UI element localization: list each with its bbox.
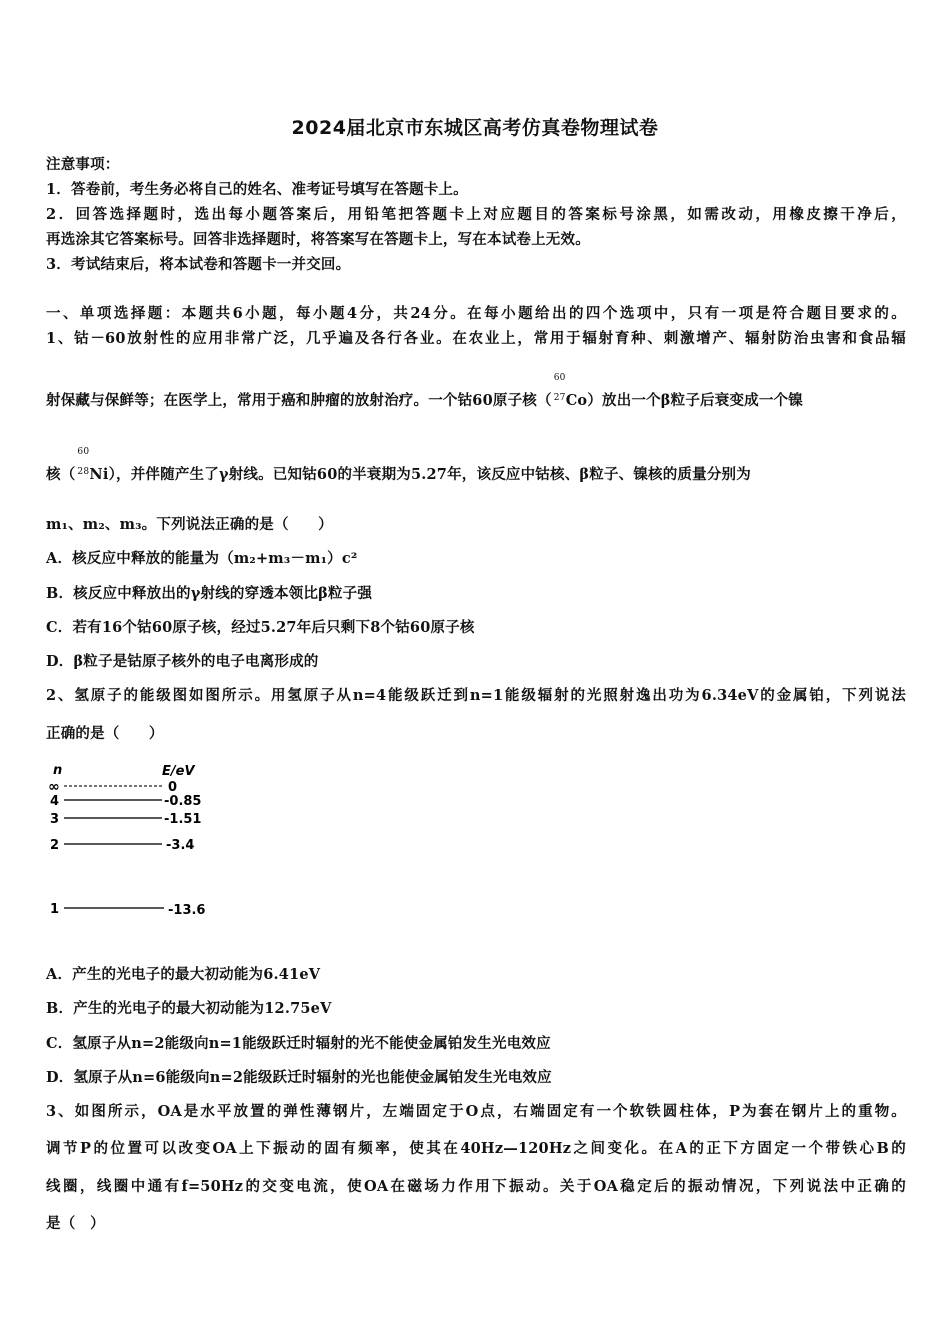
q1-line-3-pre: 核（ (46, 466, 76, 483)
diagram-n-label: n (53, 763, 63, 778)
section-heading: 一、单项选择题：本题共6小题，每小题4分，共24分。在每小题给出的四个选项中，只有一项是符合题目要求的。 (46, 305, 906, 322)
co-mass-number: 60 (553, 373, 566, 383)
level-n-inf: ∞ (48, 779, 60, 795)
notice-item-3: 3．考试结束后，将本试卷和答题卡一并交回。 (46, 256, 351, 273)
q3-line-2: 调节P的位置可以改变OA上下振动的固有频率，使其在40Hz—120Hz之间变化。在A的正下方固定一个带铁心B的 (46, 1140, 906, 1157)
q1-line-3-post: ），并伴随产生了γ射线。已知钴60的半衰期为5.27年，该反应中钴核、β粒子、镍核的质量分别为 (108, 466, 751, 483)
level-n-4: 4 (50, 794, 60, 809)
q1-line-2 (46, 373, 803, 410)
ni-mass-number: 60 (77, 447, 90, 457)
level-e-4: -0.85 (164, 794, 202, 809)
q2-line-1: 2、氢原子的能级图如图所示。用氢原子从n=4能级跃迁到n=1能级辐射的光照射逸出功为6.34eV的金属铂，下列说法 (46, 687, 906, 704)
q1-line-2-post: ）放出一个β粒子后衰变成一个镍 (587, 392, 803, 409)
q2-option-c: C．氢原子从n=2能级向n=1能级跃迁时辐射的光不能使金属铂发生光电效应 (46, 1035, 551, 1052)
notice-item-1: 1．答卷前，考生务必将自己的姓名、准考证号填写在答题卡上。 (46, 181, 468, 198)
q1-option-c: C．若有16个钴60原子核，经过5.27年后只剩下8个钴60原子核 (46, 619, 475, 636)
notice-item-2a: 2．回答选择题时，选出每小题答案后，用铅笔把答题卡上对应题目的答案标号涂黑，如需改动，用橡皮擦干净后， (46, 206, 906, 223)
q1-option-d: D．β粒子是钴原子核外的电子电离形成的 (46, 653, 319, 670)
level-n-3: 3 (50, 812, 60, 827)
co-symbol: Co (565, 392, 588, 409)
q3-line-3: 线圈，线圈中通有f=50Hz的交变电流，使OA在磁场力作用下振动。关于OA稳定后的振动情况，下列说法中正确的 (46, 1178, 906, 1195)
q1-line-2-pre: 射保藏与保鲜等；在医学上，常用于癌和肿瘤的放射治疗。一个钴60原子核（ (46, 392, 552, 409)
q2-option-b: B．产生的光电子的最大初动能为12.75eV (46, 1000, 332, 1017)
q1-option-a: A．核反应中释放的能量为（m₂+m₃－m₁）c² (46, 550, 358, 567)
level-n-2: 2 (50, 838, 60, 853)
q1-line-1: 1、钴－60放射性的应用非常广泛，几乎遍及各行各业。在农业上，常用于辐射育种、刺激增产、辐射防治虫害和食品辐 (46, 330, 906, 347)
q1-option-b: B．核反应中释放出的γ射线的穿透本领比β粒子强 (46, 585, 373, 602)
q3-line-4: 是（ ） (46, 1215, 105, 1232)
notice-heading: 注意事项： (46, 156, 120, 173)
energy-level-diagram (40, 758, 230, 928)
level-e-2: -3.4 (166, 838, 195, 853)
level-e-3: -1.51 (164, 812, 202, 827)
q2-line-2: 正确的是（ ） (46, 725, 164, 742)
ni-symbol: Ni (89, 466, 109, 483)
level-e-1: -13.6 (168, 903, 206, 918)
q2-option-a: A．产生的光电子的最大初动能为6.41eV (46, 966, 321, 983)
level-n-1: 1 (50, 902, 60, 917)
notice-item-2b: 再选涂其它答案标号。回答非选择题时，将答案写在答题卡上，写在本试卷上无效。 (46, 231, 590, 248)
page-title: 2024届北京市东城区高考仿真卷物理试卷 (291, 117, 659, 139)
cobalt-nuclide (552, 373, 566, 405)
q1-line-3 (46, 447, 751, 484)
q2-option-d: D．氢原子从n=6能级向n=2能级跃迁时辐射的光也能使金属铂发生光电效应 (46, 1069, 552, 1086)
nickel-nuclide (75, 447, 90, 479)
level-e-inf: 0 (168, 780, 178, 795)
q3-line-1: 3、如图所示，OA是水平放置的弹性薄钢片，左端固定于O点，右端固定有一个软铁圆柱体，P为套在钢片上的重物。 (46, 1103, 906, 1120)
ni-atomic-number: 28 (77, 467, 90, 477)
q1-line-4: m₁、m₂、m₃。下列说法正确的是（ ） (46, 516, 333, 533)
co-atomic-number: 27 (553, 393, 566, 403)
diagram-energy-label: E/eV (162, 764, 195, 779)
